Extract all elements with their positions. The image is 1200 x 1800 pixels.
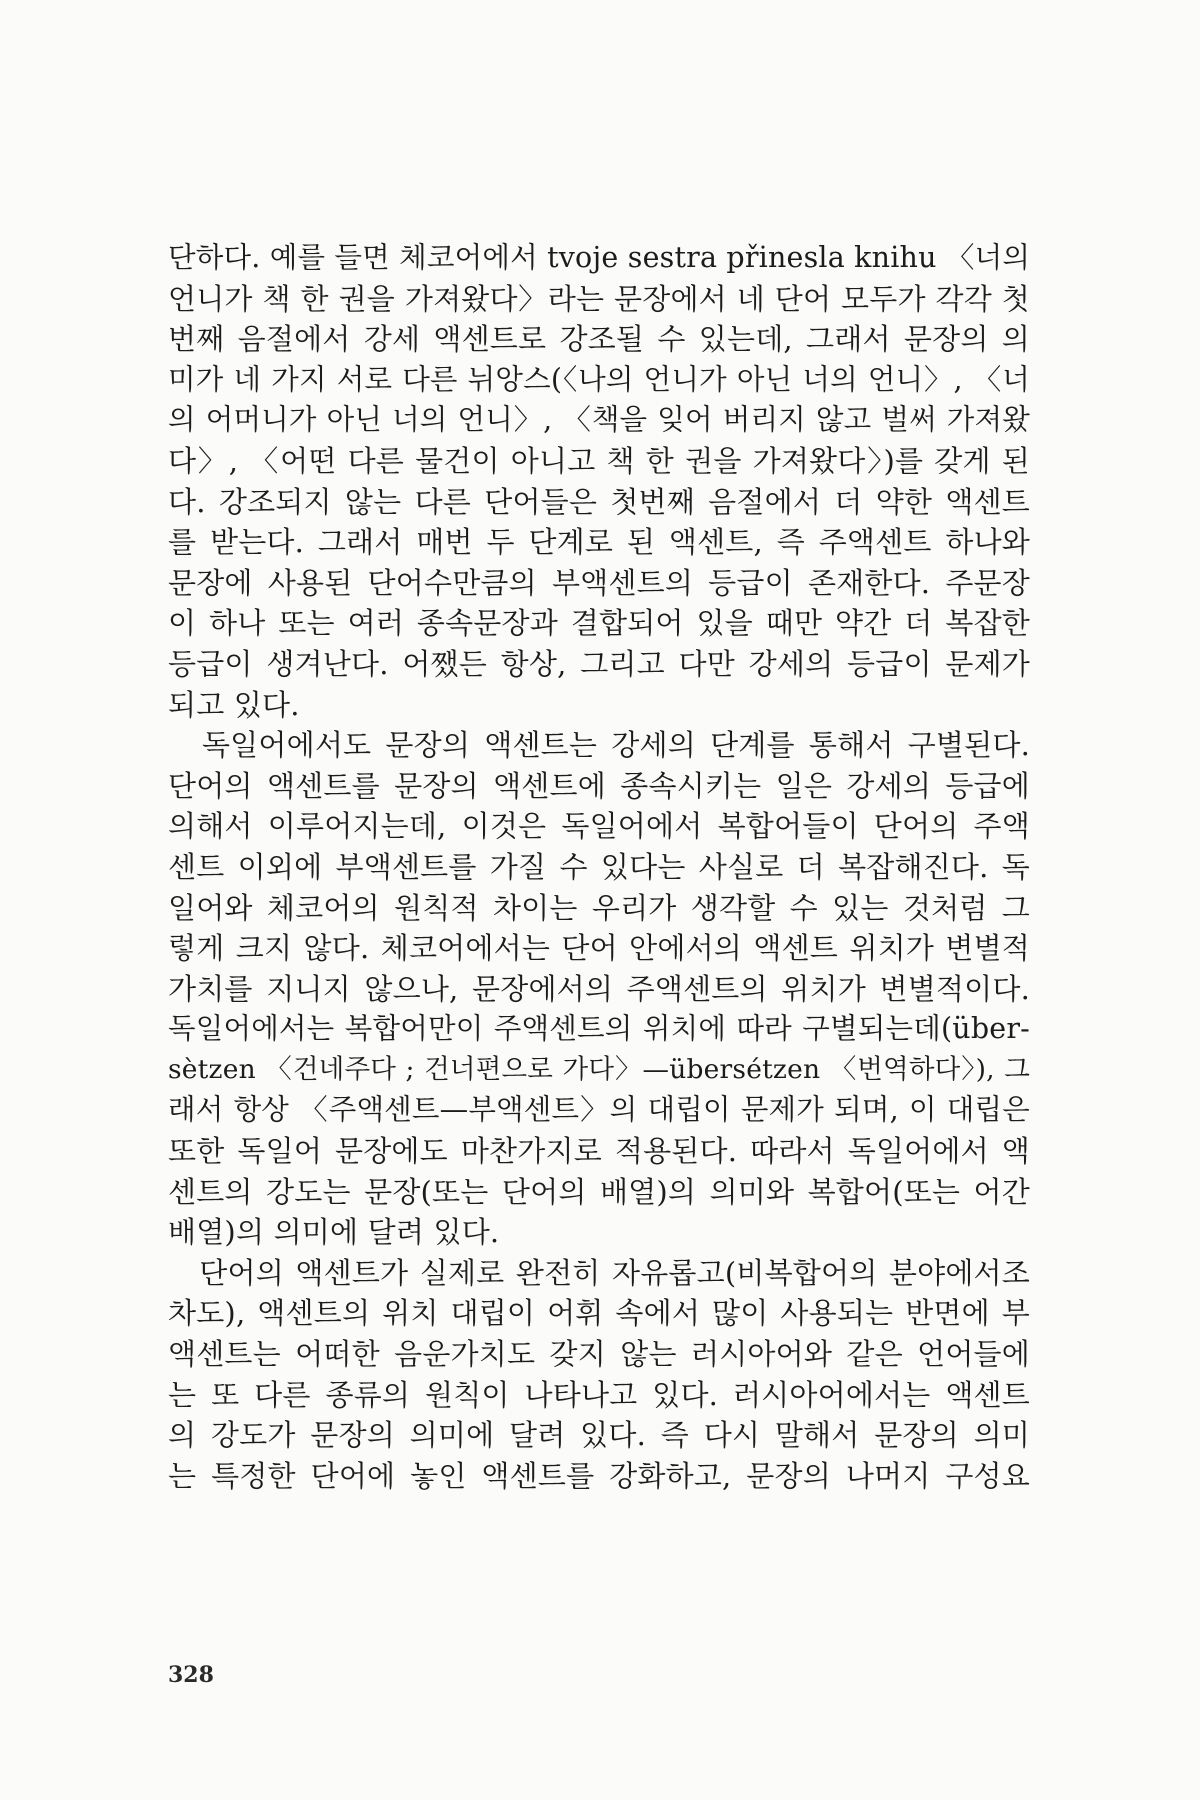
text-line: 센트의 강도는 문장(또는 단어의 배열)의 의미와 복합어(또는 어간: [168, 1174, 1030, 1209]
text-line: 등급이 생겨난다. 어쨌든 항상, 그리고 다만 강세의 등급이 문제가: [168, 646, 1030, 681]
paragraph-1: [168, 238, 1030, 725]
text-line: 를 받는다. 그래서 매번 두 단계로 된 액센트, 즉 주액센트 하나와: [168, 525, 1030, 560]
page-number: 328: [168, 1662, 214, 1688]
text-line: 다〉, 〈어떤 다른 물건이 아니고 책 한 권을 가져왔다〉)를 갖게 된: [168, 443, 1030, 478]
text-line: 의해서 이루어지는데, 이것은 독일어에서 복합어들이 단어의 주액: [168, 809, 1030, 844]
text-line: 는 특정한 단어에 놓인 액센트를 강화하고, 문장의 나머지 구성요: [168, 1458, 1030, 1493]
text-line: 배열)의 의미에 달려 있다.: [168, 1215, 500, 1250]
text-line: 의 어머니가 아닌 너의 언니〉, 〈책을 잊어 버리지 않고 벌써 가져왔: [168, 403, 1030, 437]
text-line: 래서 항상 〈주액센트—부액센트〉의 대립이 문제가 되며, 이 대립은: [168, 1093, 1030, 1127]
text-line: 다. 강조되지 않는 다른 단어들은 첫번째 음절에서 더 약한 액센트: [168, 484, 1030, 519]
text-line: 단어의 액센트를 문장의 액센트에 종속시키는 일은 강세의 등급에: [168, 768, 1030, 803]
text-line: 센트 이외에 부액센트를 가질 수 있다는 사실로 더 복잡해진다. 독: [168, 849, 1030, 884]
text-line: 독일어에서는 복합어만이 주액센트의 위치에 따라 구별되는데(über-: [168, 1012, 1030, 1046]
text-line: 렇게 크지 않다. 체코어에서는 단어 안에서의 액센트 위치가 변별적: [168, 931, 1030, 966]
paragraph-2: [168, 725, 1030, 1253]
paragraph-3: [168, 1253, 1030, 1497]
text-line: 는 또 다른 종류의 원칙이 나타나고 있다. 러시아어에서는 액센트: [168, 1377, 1030, 1412]
text-line: 의 강도가 문장의 의미에 달려 있다. 즉 다시 말해서 문장의 의미: [168, 1418, 1030, 1453]
text-line: 문장에 사용된 단어수만큼의 부액센트의 등급이 존재한다. 주문장: [168, 565, 1030, 600]
text-line: sètzen 〈건네주다 ; 건너편으로 가다〉—übersétzen 〈번역하다〉), 그: [168, 1053, 1030, 1085]
text-line: 미가 네 가지 서로 다른 뉘앙스(〈나의 언니가 아닌 너의 언니〉, 〈너: [168, 362, 1030, 396]
text-line: 번째 음절에서 강세 액센트로 강조될 수 있는데, 그래서 문장의 의: [168, 322, 1030, 357]
text-line: 또한 독일어 문장에도 마찬가지로 적용된다. 따라서 독일어에서 액: [168, 1134, 1030, 1169]
text-line: 단하다. 예를 들면 체코어에서 tvoje sestra přinesla knihu 〈너의: [168, 241, 1030, 274]
text-line: 일어와 체코어의 원칙적 차이는 우리가 생각할 수 있는 것처럼 그: [168, 890, 1030, 925]
text-line: 가치를 지니지 않으나, 문장에서의 주액센트의 위치가 변별적이다.: [168, 971, 1030, 1006]
text-line: 차도), 액센트의 위치 대립이 어휘 속에서 많이 사용되는 반면에 부: [168, 1296, 1030, 1331]
text-line: 이 하나 또는 여러 종속문장과 결합되어 있을 때만 약간 더 복잡한: [168, 606, 1030, 641]
text-line: 독일어에서도 문장의 액센트는 강세의 단계를 통해서 구별된다.: [168, 728, 1030, 763]
body-text: [168, 238, 1030, 1496]
text-line: 단어의 액센트가 실제로 완전히 자유롭고(비복합어의 분야에서조: [168, 1255, 1030, 1290]
text-line: 액센트는 어떠한 음운가치도 갖지 않는 러시아어와 같은 언어들에: [168, 1337, 1030, 1372]
text-line: 되고 있다.: [168, 687, 300, 722]
text-line: 언니가 책 한 권을 가져왔다〉라는 문장에서 네 단어 모두가 각각 첫: [168, 281, 1030, 316]
